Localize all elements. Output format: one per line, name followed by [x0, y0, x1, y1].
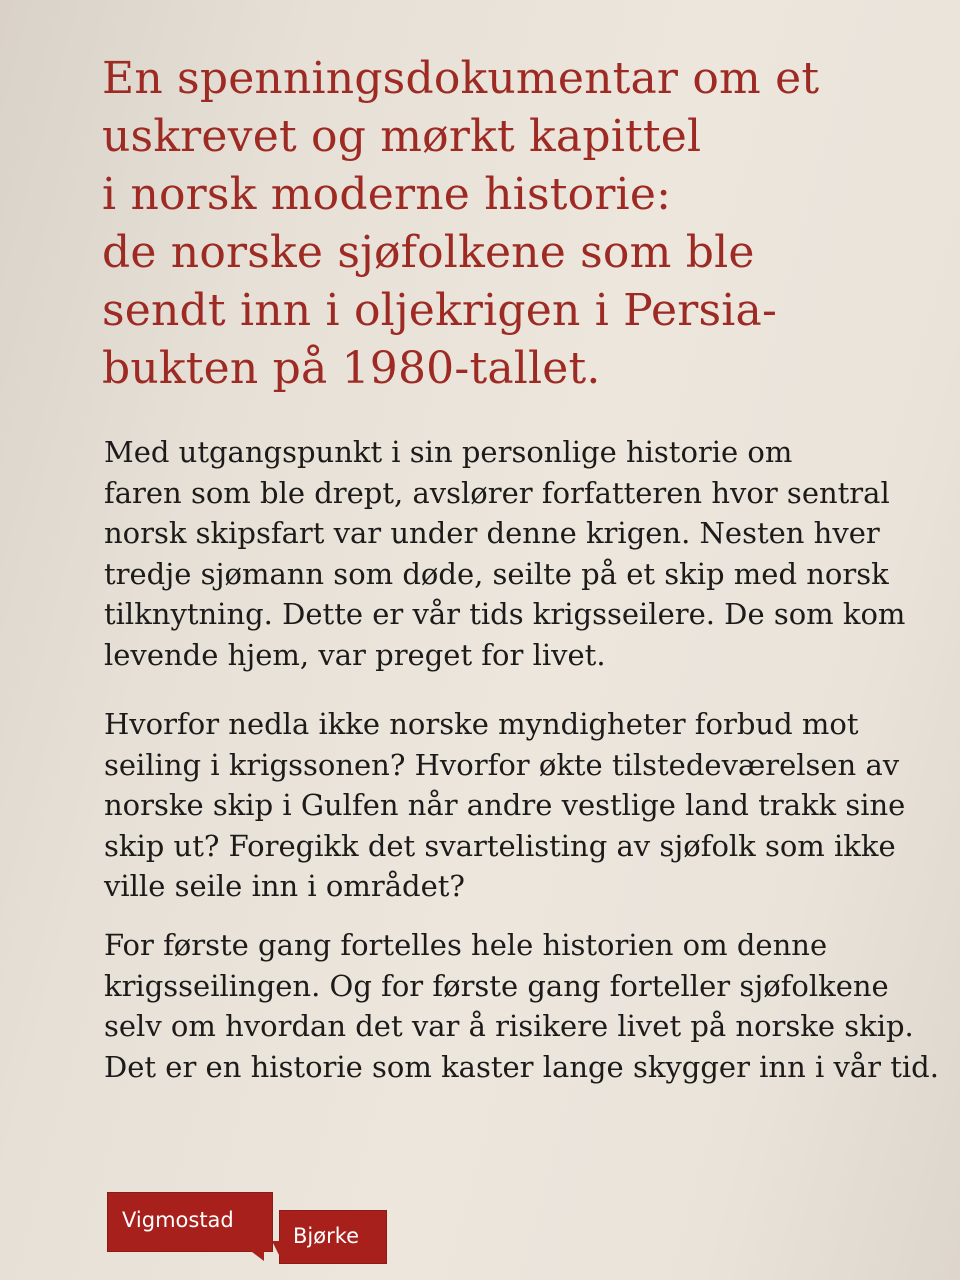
body-line: Hvorfor nedla ikke norske myndigheter forbud mot — [104, 707, 859, 741]
body-line: For første gang fortelles hele historien om denne — [104, 928, 828, 962]
publisher-name-vigmostad: Vigmostad — [122, 1208, 234, 1232]
body-line: norsk skipsfart var under denne krigen. Nesten hver — [104, 516, 880, 550]
publisher-logo-box-bjorke — [280, 1211, 386, 1263]
publisher-logo-box-vigmostad — [108, 1193, 272, 1251]
body-line: norske skip i Gulfen når andre vestlige land trakk sine — [104, 788, 906, 822]
headline-line: i norsk moderne historie: — [102, 169, 672, 220]
body-line: faren som ble drept, avslører forfatteren hvor sentral — [104, 475, 890, 510]
body-paragraph-1 — [104, 432, 934, 675]
body-line: tilknytning. Dette er vår tids krigsseilere. De som kom — [104, 597, 906, 631]
body-line: Det er en historie som kaster lange skygger inn i vår tid. — [104, 1049, 939, 1084]
publisher-logo — [108, 1193, 398, 1273]
body-line: selv om hvordan det var å risikere livet på norske skip. — [104, 1009, 914, 1043]
body-paragraph-3 — [104, 925, 939, 1087]
body-line: tredje sjømann som døde, seilte på et skip med norsk — [104, 556, 889, 591]
speech-notch — [272, 1241, 280, 1257]
body-line: ville seile inn i området? — [104, 869, 465, 903]
headline — [102, 50, 902, 398]
headline-line: de norske sjøfolkene som ble — [102, 227, 755, 278]
headline-line: En spenningsdokumentar om et — [102, 53, 820, 104]
body-line: krigsseilingen. Og for første gang forteller sjøfolkene — [104, 968, 889, 1003]
body-line: skip ut? Foregikk det svartelisting av sjøfolk som ikke — [104, 828, 896, 863]
body-paragraph-2 — [104, 704, 934, 907]
body-line: seiling i krigssonen? Hvorfor økte tilstedeværelsen av — [104, 747, 900, 782]
headline-line: sendt inn i oljekrigen i Persia- — [102, 285, 778, 336]
body-line: Med utgangspunkt i sin personlige historie om — [104, 435, 793, 469]
headline-line: bukten på 1980-tallet. — [102, 343, 601, 394]
body-line: levende hjem, var preget for livet. — [104, 637, 606, 672]
headline-line: uskrevet og mørkt kapittel — [102, 111, 702, 162]
publisher-name-bjorke: Bjørke — [293, 1224, 360, 1248]
speech-tail — [248, 1249, 264, 1261]
